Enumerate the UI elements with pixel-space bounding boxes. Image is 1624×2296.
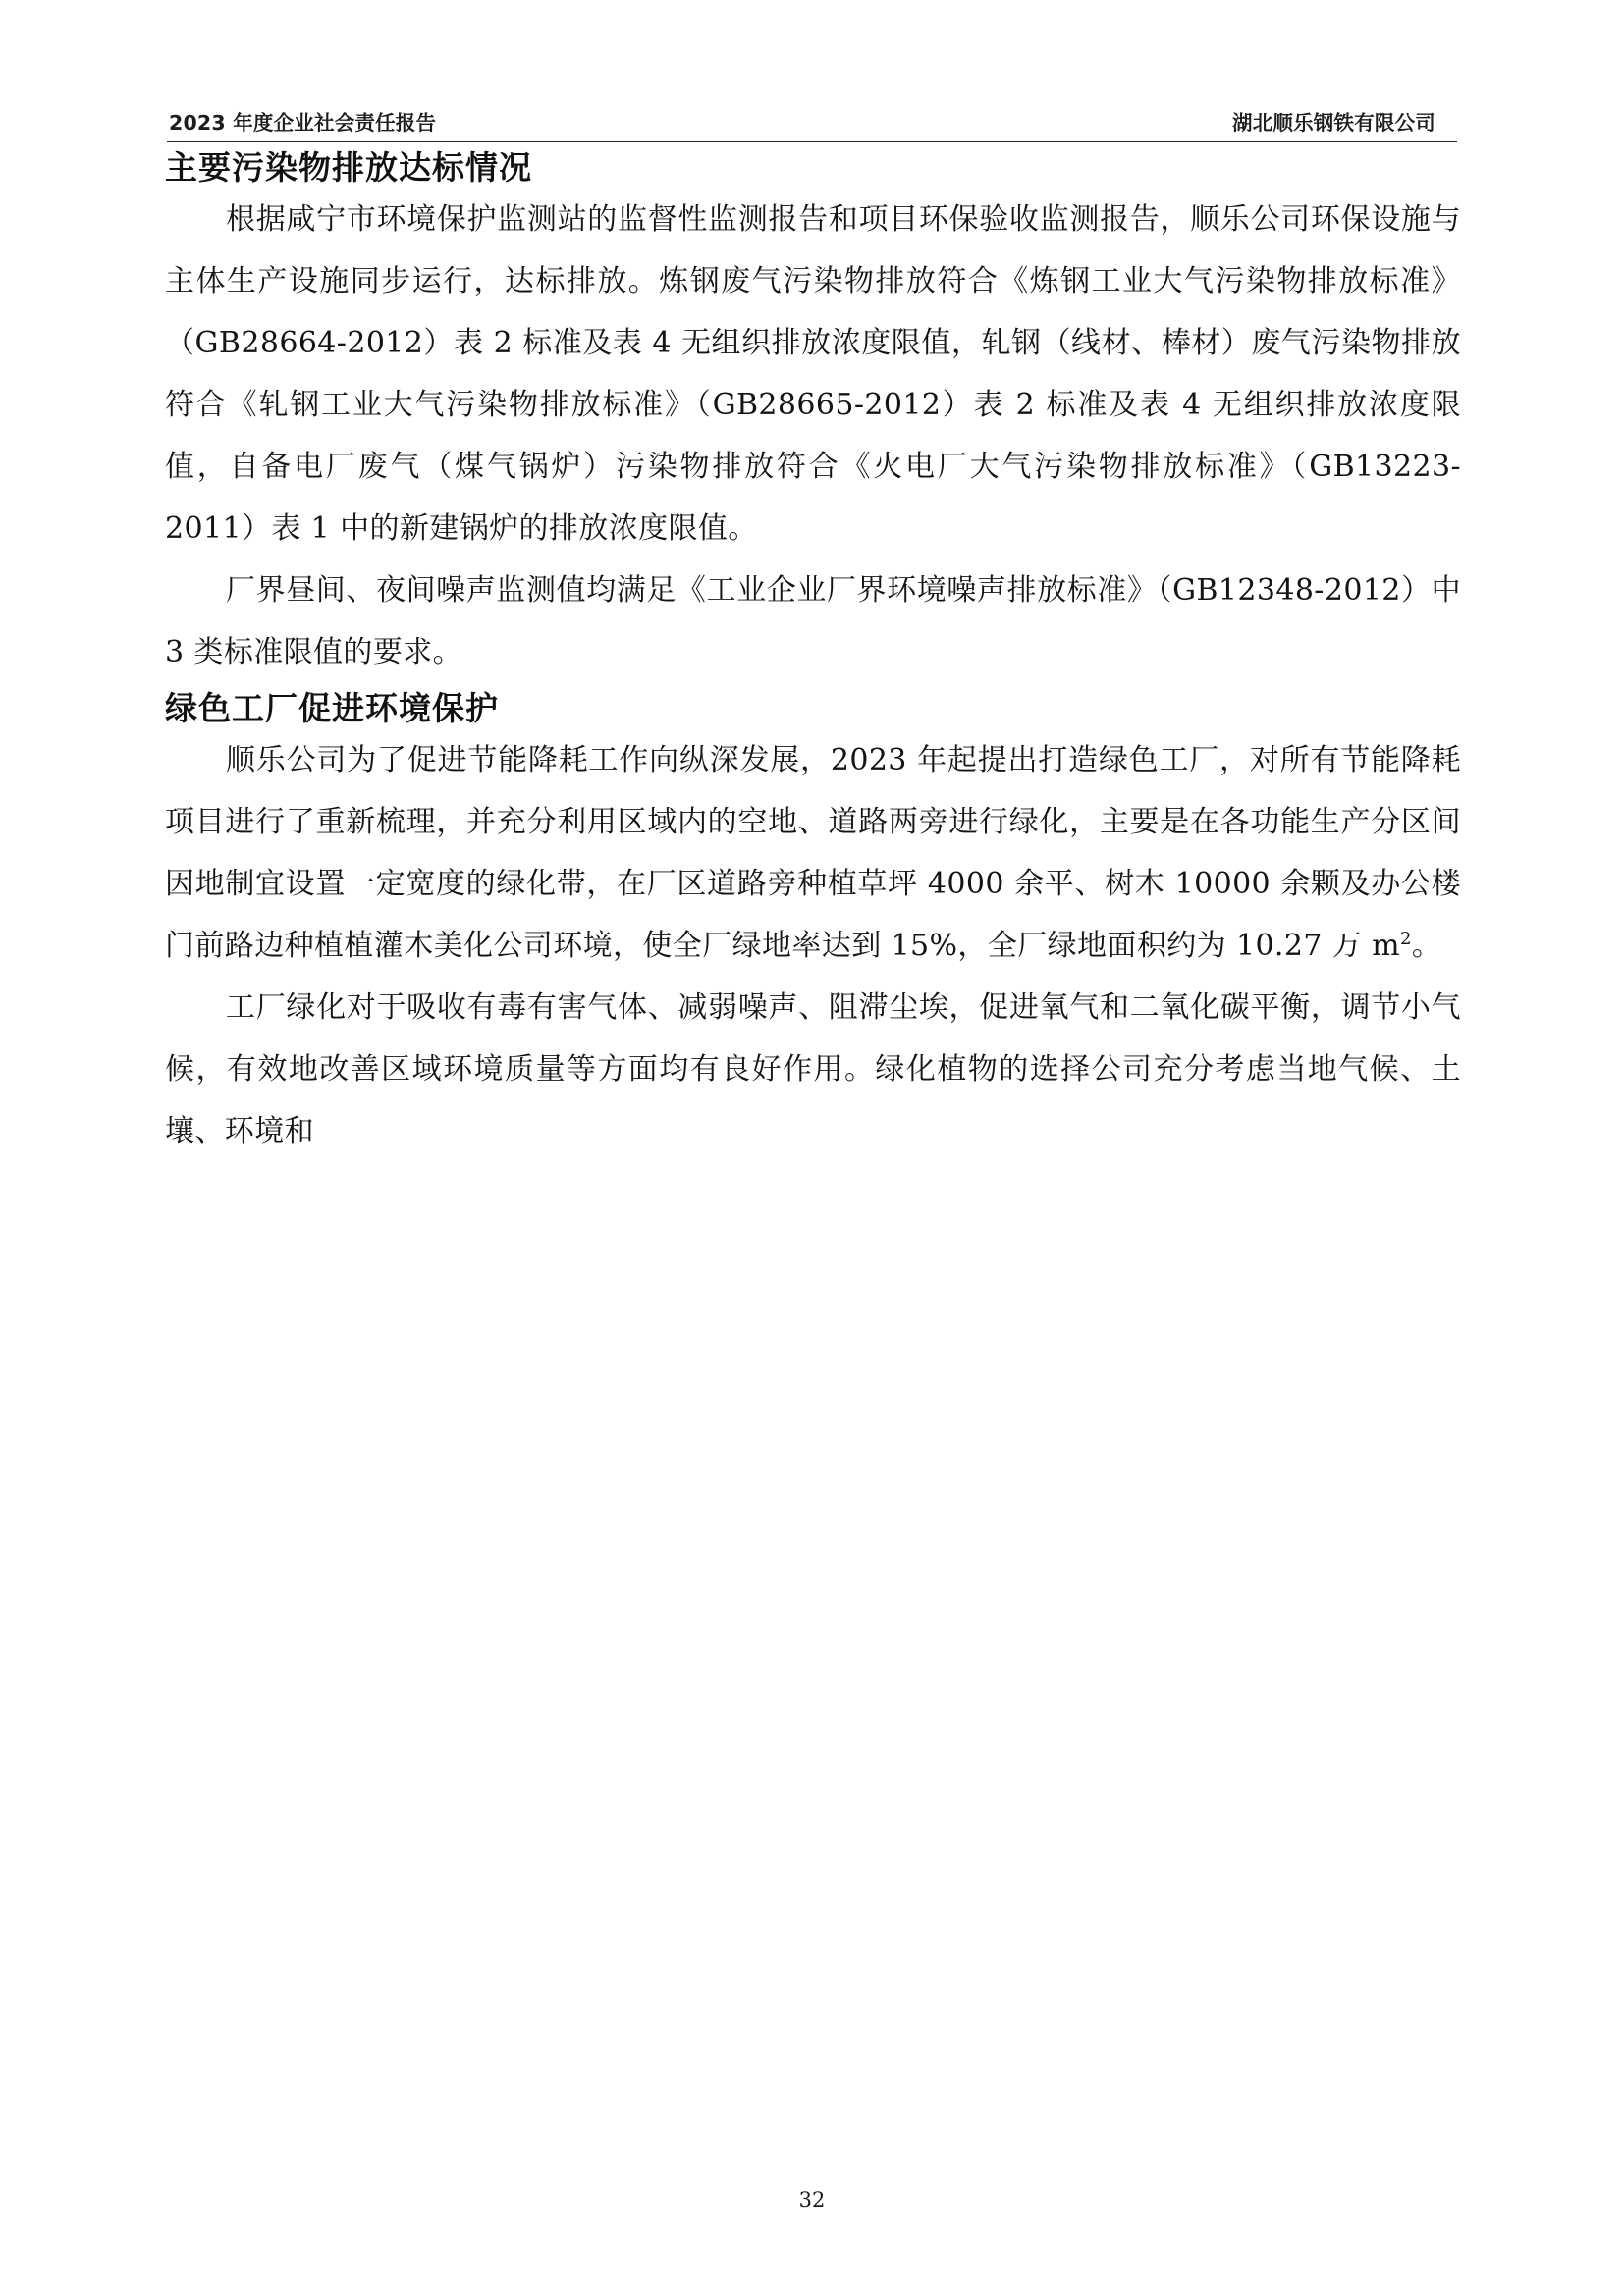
green-factory-text-tail: 。 — [1411, 929, 1442, 963]
paragraph-green-factory-landscaping — [165, 729, 1461, 977]
paragraph-greening-benefits: 工厂绿化对于吸收有毒有害气体、减弱噪声、阻滞尘埃，促进氧气和二氧化碳平衡，调节小气候，有效地改善区域环境质量等方面均有良好作用。绿化植物的选择公司充分考虑当地气候、土壤、环境和 — [165, 990, 1461, 1148]
page-content — [165, 0, 1461, 1162]
area-unit-exponent: 2 — [1399, 929, 1412, 949]
area-unit: m — [1372, 929, 1400, 963]
paragraph-monitoring-compliance: 根据咸宁市环境保护监测站的监督性监测报告和项目环保验收监测报告，顺乐公司环保设施与主体生产设施同步运行，达标排放。炼钢废气污染物排放符合《炼钢工业大气污染物排放标准》（GB28664-2012）表 2 标准及表 4 无组织排放浓度限值，轧钢（线材、棒材）废气污染物排放符合《轧钢工业大气污染物排放标准》（GB28665-2012）表 2 标准及表 4 无组织排放浓度限值，自备电厂废气（煤气锅炉）污染物排放符合《火电厂大气污染物排放标准》（GB13223-2011）表 1 中的新建锅炉的排放浓度限值。 — [165, 202, 1461, 546]
running-header — [165, 106, 1461, 135]
section-title-green-factory: 绿色工厂促进环境保护 — [165, 689, 499, 727]
header-report-title: 2023 年度企业社会责任报告 — [169, 111, 437, 134]
page-number: 32 — [798, 2188, 826, 2212]
paragraph-noise-compliance: 厂界昼间、夜间噪声监测值均满足《工业企业厂界环境噪声排放标准》（GB12348-2012）中 3 类标准限值的要求。 — [165, 573, 1461, 669]
green-factory-text-main: 顺乐公司为了促进节能降耗工作向纵深发展，2023 年起提出打造绿色工厂，对所有节能降耗项目进行了重新梳理，并充分利用区域内的空地、道路两旁进行绿化，主要是在各功能生产分区间因地制宜设置一定宽度的绿化带，在厂区道路旁种植草坪 4000 余平、树木 10000 余颗及办公楼门前路边种植植灌木美化公司环境，使全厂绿地率达到 15%，全厂绿地面积约为 10.27 万 — [165, 743, 1461, 963]
section-title-pollutant-compliance: 主要污染物排放达标情况 — [165, 148, 532, 187]
header-company-name: 湖北顺乐钢铁有限公司 — [1232, 111, 1435, 134]
